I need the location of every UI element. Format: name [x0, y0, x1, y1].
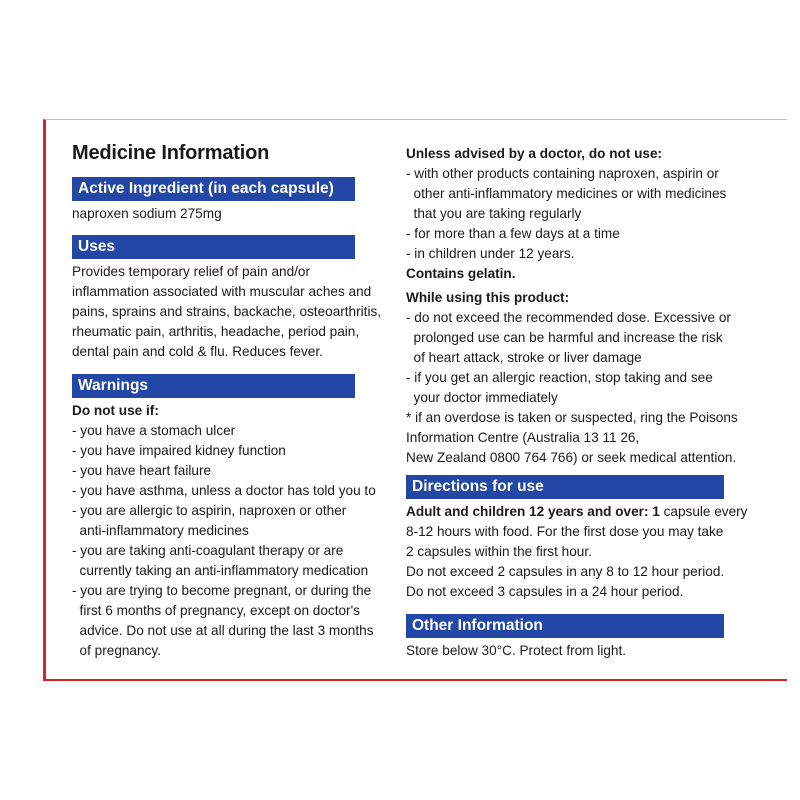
while-line-6: Information Centre (Australia 13 11 26,	[406, 430, 640, 445]
warnings-heading: Warnings	[72, 374, 355, 398]
warnings-line-10: advice. Do not use at all during the last 3 months	[72, 623, 374, 638]
unless-subhead: Unless advised by a doctor, do not use:	[406, 146, 663, 161]
other-info-text: Store below 30°C. Protect from light.	[406, 643, 627, 658]
warnings-line-0: - you have a stomach ulcer	[72, 423, 236, 438]
warnings-line-1: - you have impaired kidney function	[72, 443, 286, 458]
unless-line-3: - for more than a few days at a time	[406, 226, 620, 241]
while-line-0: - do not exceed the recommended dose. Excessive or	[406, 310, 731, 325]
contains-gelatin: Contains gelatin.	[406, 266, 516, 281]
directions-bold-lead: Adult and children 12 years and over: 1	[406, 504, 660, 519]
warnings-line-8: - you are trying to become pregnant, or during the	[72, 583, 372, 598]
warnings-line-7: currently taking an anti-inflammatory medication	[72, 563, 369, 578]
warnings-line-3: - you have asthma, unless a doctor has told you to	[72, 483, 376, 498]
warnings-line-4: - you are allergic to aspirin, naproxen or other	[72, 503, 347, 518]
directions-line-first	[406, 502, 747, 522]
unless-line-1: other anti-inflammatory medicines or with medicines	[406, 186, 727, 201]
uses-heading: Uses	[72, 235, 355, 259]
page-title: Medicine Information	[72, 142, 270, 164]
warnings-line-6: - you are taking anti-coagulant therapy or are	[72, 543, 344, 558]
directions-line-0: 8-12 hours with food. For the first dose you may take	[406, 524, 724, 539]
uses-line-4: dental pain and cold & flu. Reduces fever.	[72, 344, 323, 359]
warnings-subhead: Do not use if:	[72, 403, 159, 418]
unless-line-2: that you are taking regularly	[406, 206, 582, 221]
warnings-line-9: first 6 months of pregnancy, except on doctor's	[72, 603, 360, 618]
uses-line-2: pains, sprains and strains, backache, osteoarthritis,	[72, 304, 382, 319]
uses-line-3: rheumatic pain, arthritis, headache, period pain,	[72, 324, 360, 339]
warnings-line-5: anti-inflammatory medicines	[72, 523, 249, 538]
directions-heading: Directions for use	[406, 475, 724, 499]
directions-line-3: Do not exceed 3 capsules in a 24 hour period.	[406, 584, 684, 599]
directions-first-rest: capsule every	[659, 504, 748, 519]
while-line-1: prolonged use can be harmful and increase the risk	[406, 330, 723, 345]
active-ingredient-heading: Active Ingredient (in each capsule)	[72, 177, 355, 201]
while-line-7: New Zealand 0800 764 766) or seek medical attention.	[406, 450, 737, 465]
warnings-line-11: of pregnancy.	[72, 643, 161, 658]
directions-line-2: Do not exceed 2 capsules in any 8 to 12 hour period.	[406, 564, 725, 579]
other-info-heading: Other Information	[406, 614, 724, 638]
directions-line-1: 2 capsules within the first hour.	[406, 544, 592, 559]
unless-line-0: - with other products containing naproxen, aspirin or	[406, 166, 719, 181]
while-line-5: * if an overdose is taken or suspected, ring the Poisons	[406, 410, 738, 425]
while-line-2: of heart attack, stroke or liver damage	[406, 350, 642, 365]
while-subhead: While using this product:	[406, 290, 570, 305]
while-line-3: - if you get an allergic reaction, stop taking and see	[406, 370, 713, 385]
while-line-4: your doctor immediately	[406, 390, 558, 405]
uses-line-0: Provides temporary relief of pain and/or	[72, 264, 311, 279]
active-ingredient-text: naproxen sodium 275mg	[72, 206, 222, 221]
medicine-info-panel	[43, 119, 787, 681]
warnings-line-2: - you have heart failure	[72, 463, 212, 478]
unless-line-4: - in children under 12 years.	[406, 246, 575, 261]
uses-line-1: inflammation associated with muscular aches and	[72, 284, 372, 299]
